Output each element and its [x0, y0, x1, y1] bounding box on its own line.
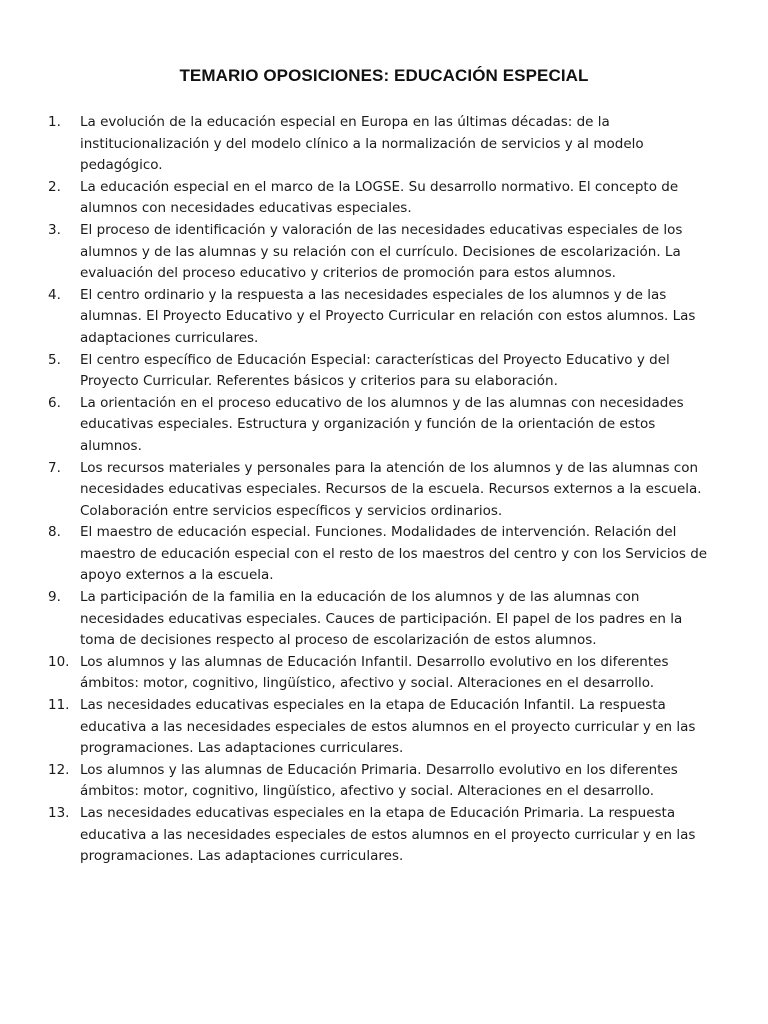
document-title: TEMARIO OPOSICIONES: EDUCACIÓN ESPECIAL: [179, 66, 589, 85]
topic-item: [48, 522, 718, 587]
topic-number: 11.: [48, 697, 70, 714]
topic-item: [48, 652, 718, 695]
topic-text: Las necesidades educativas especiales en la etapa de Educación Infantil. La respuesta educativa a las necesidades especiales de estos alumnos en el proyecto curricular y en las programaciones. Las adaptaciones curriculares.: [80, 697, 696, 757]
topic-number: 10.: [48, 653, 70, 670]
topic-item: [48, 393, 718, 458]
topic-number: 2.: [48, 178, 61, 195]
topic-text: Los recursos materiales y personales para la atención de los alumnos y de las alumnas con necesidades educativas especiales. Recursos de la escuela. Recursos externos a la escuela. Colaboración entre servicios específicos y servicios ordinarios.: [80, 459, 702, 519]
topic-item: [48, 350, 718, 393]
topic-text: El centro ordinario y la respuesta a las necesidades especiales de los alumnos y de las alumnas. El Proyecto Educativo y el Proyecto Curricular en relación con estos alumnos. Las adaptaciones curriculares.: [80, 286, 696, 346]
topic-text: La participación de la familia en la educación de los alumnos y de las alumnas con necesidades educativas especiales. Cauces de participación. El papel de los padres en la toma de decisiones respecto al proceso de escolarización de estos alumnos.: [80, 589, 683, 649]
topic-number: 4.: [48, 286, 61, 303]
topic-text: La orientación en el proceso educativo de los alumnos y de las alumnas con necesidades educativas especiales. Estructura y organización y función de la orientación de estos alumnos.: [80, 394, 684, 454]
topic-number: 8.: [48, 524, 61, 541]
topic-text: Los alumnos y las alumnas de Educación Infantil. Desarrollo evolutivo en los diferentes ámbitos: motor, cognitivo, lingüístico, afectivo y social. Alteraciones en el desarrollo.: [80, 653, 669, 692]
topic-item: [48, 177, 718, 220]
topic-item: [48, 285, 718, 350]
topic-text: La educación especial en el marco de la LOGSE. Su desarrollo normativo. El concepto de alumnos con necesidades educativas especiales.: [80, 178, 679, 217]
topic-item: [48, 112, 718, 177]
topic-number: 13.: [48, 805, 70, 821]
topic-item: [48, 695, 718, 760]
topic-text: La evolución de la educación especial en Europa en las últimas décadas: de la institucionalización y del modelo clínico a la normalización de servicios y al modelo pedagógico.: [80, 114, 644, 174]
topic-text: El maestro de educación especial. Funciones. Modalidades de intervención. Relación del maestro de educación especial con el resto de los maestros del centro y con los Servicios de apoyo externos a la escuela.: [80, 524, 708, 584]
topic-number: 12.: [48, 761, 70, 778]
topic-list: [48, 112, 718, 868]
topic-number: 3.: [48, 221, 61, 238]
topic-item: [48, 587, 718, 652]
topic-number: 7.: [48, 459, 61, 476]
topic-item: [48, 458, 718, 523]
topic-text: Las necesidades educativas especiales en la etapa de Educación Primaria. La respuesta educativa a las necesidades especiales de estos alumnos en el proyecto curricular y en las programaciones. Las adaptaciones curriculares.: [80, 805, 696, 865]
topic-item: [48, 220, 718, 285]
topic-text: El proceso de identificación y valoración de las necesidades educativas especiales de los alumnos y de las alumnas y su relación con el currículo. Decisiones de escolarización. La evaluación del proceso educativo y criterios de promoción para estos alumnos.: [80, 221, 683, 282]
topic-text: Los alumnos y las alumnas de Educación Primaria. Desarrollo evolutivo en los diferentes ámbitos: motor, cognitivo, lingüístico, afectivo y social. Alteraciones en el desarrollo.: [80, 761, 678, 800]
topic-number: 9.: [48, 589, 61, 606]
topic-number: 6.: [48, 394, 61, 411]
topic-item: [48, 803, 718, 868]
topic-item: [48, 760, 718, 803]
topic-number: 5.: [48, 351, 61, 368]
topic-text: El centro específico de Educación Especial: características del Proyecto Educativo y del Proyecto Curricular. Referentes básicos y criterios para su elaboración.: [80, 351, 670, 390]
topic-number: 1.: [48, 114, 61, 130]
